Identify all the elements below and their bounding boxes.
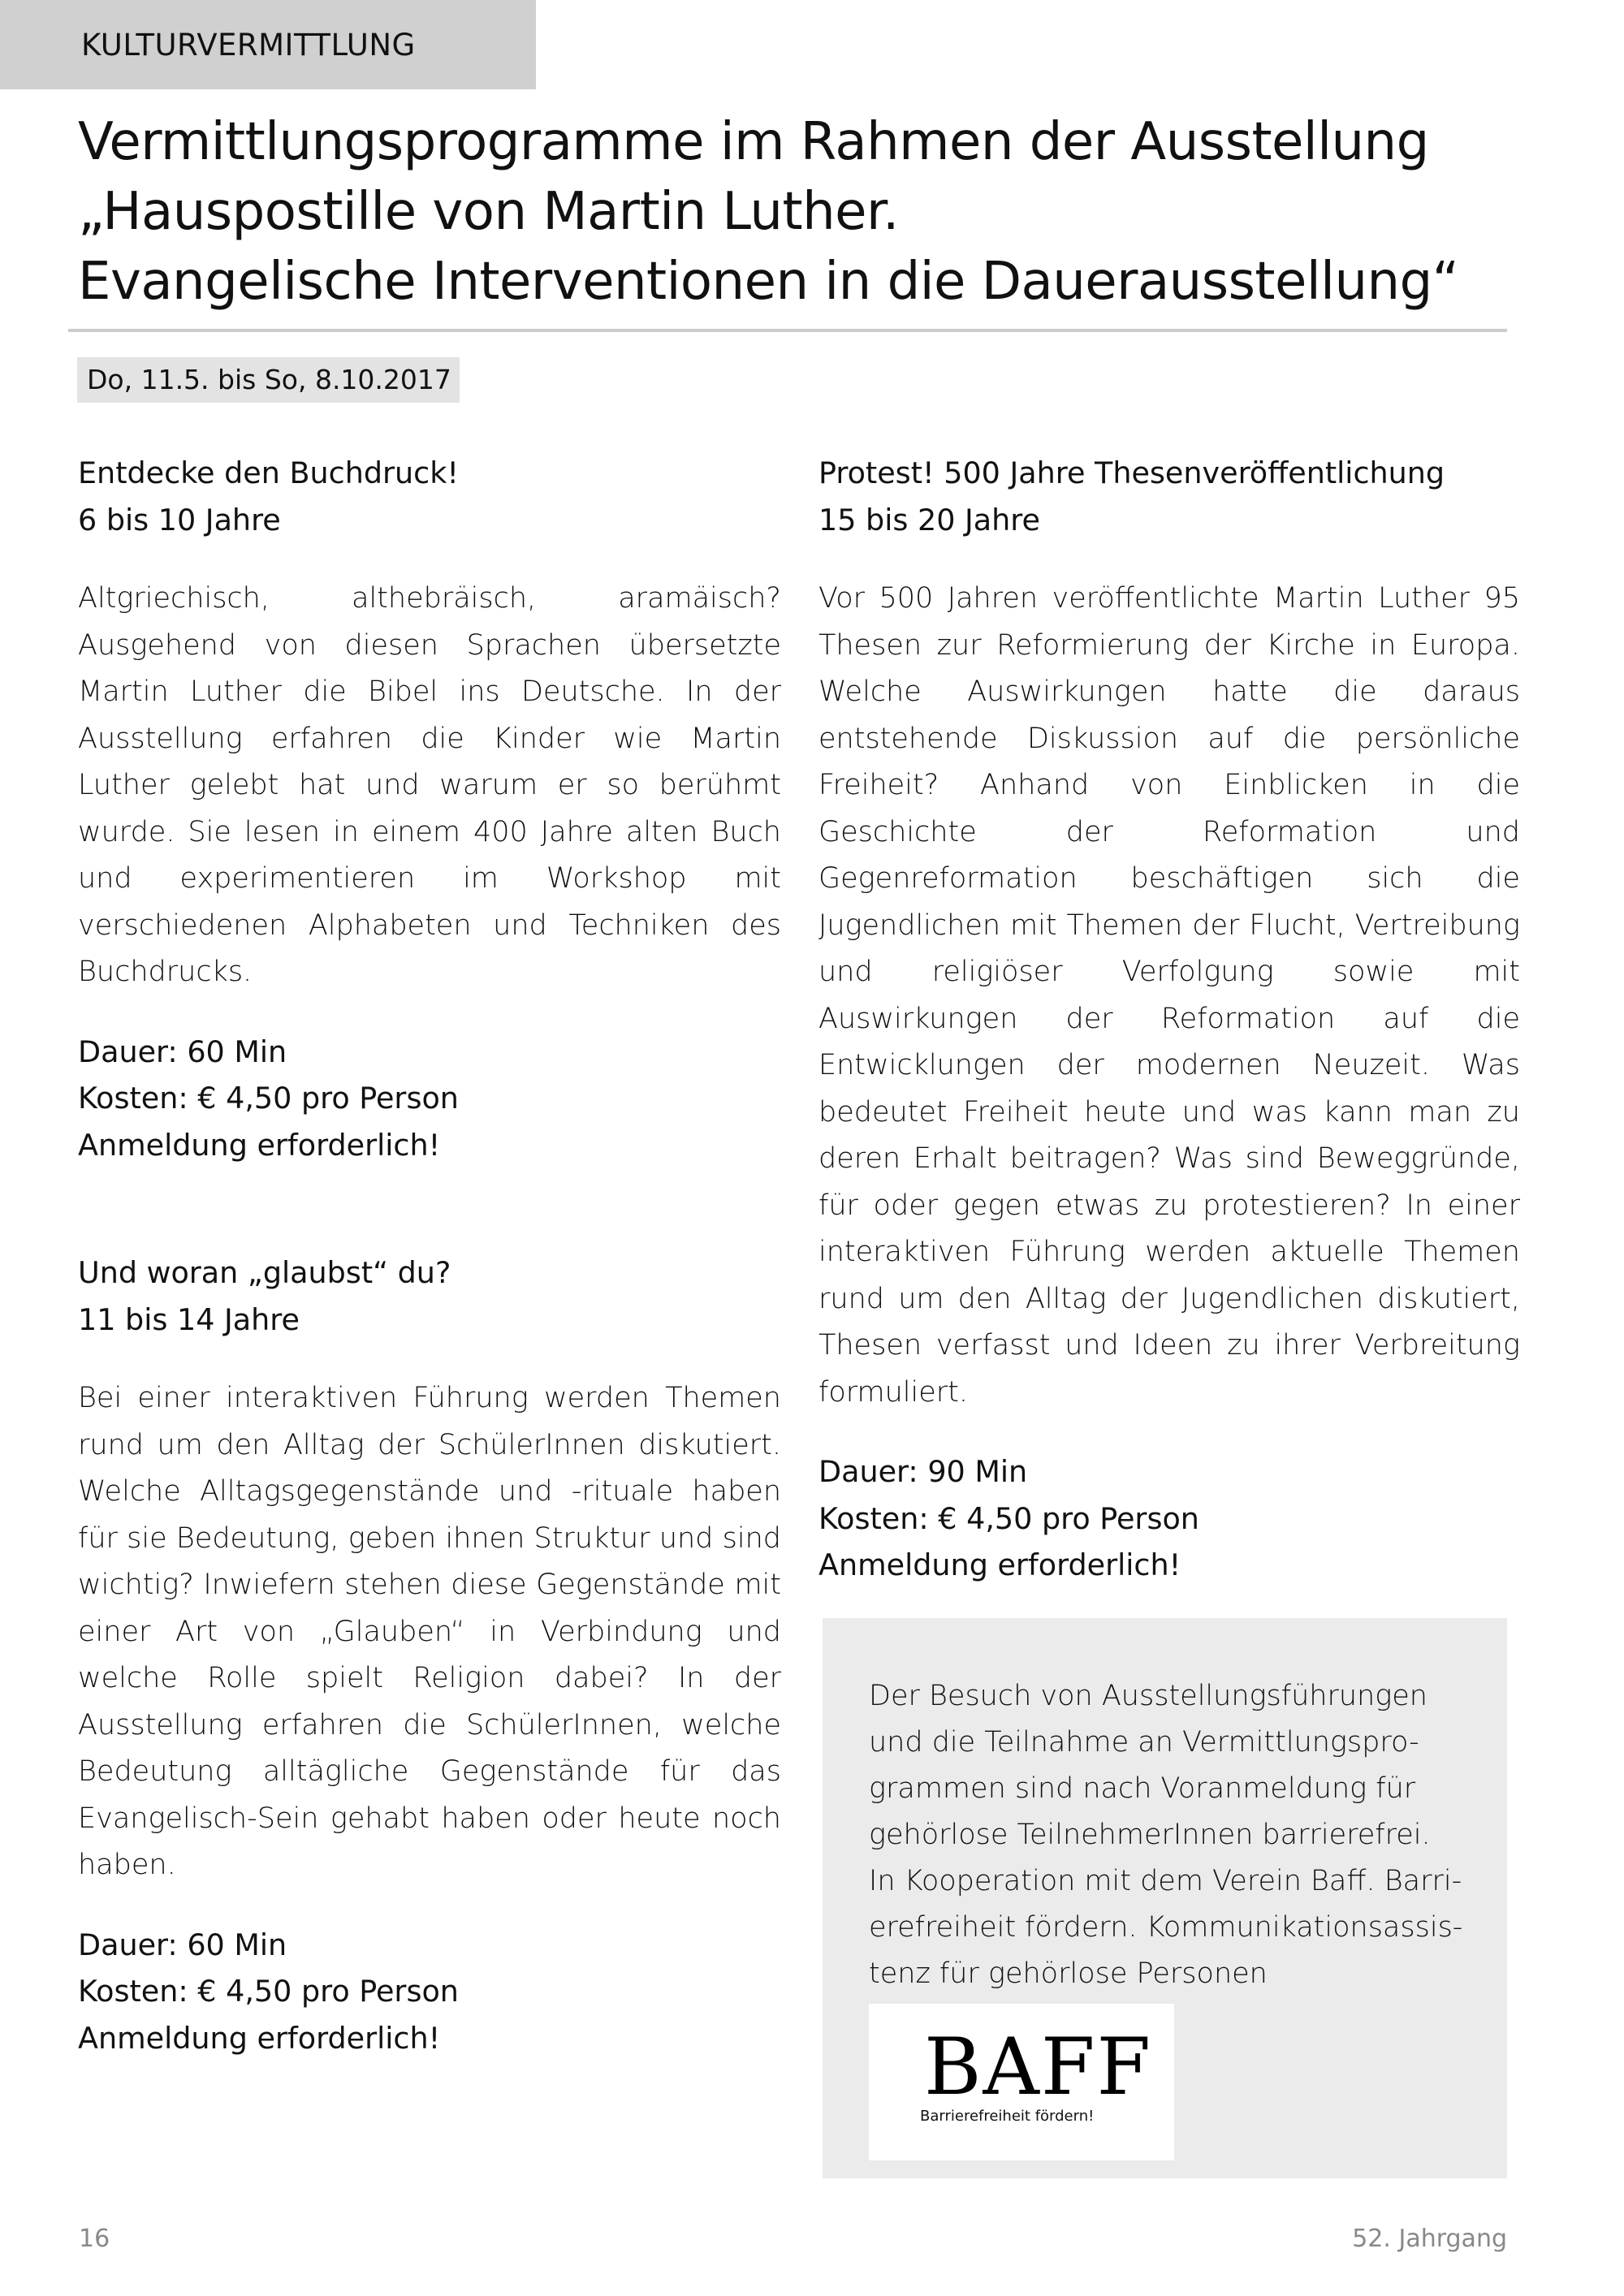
left-column	[78, 450, 781, 2061]
accessibility-info-text	[869, 1673, 1483, 1997]
program-duration: Dauer: 60 Min	[78, 1034, 287, 1069]
date-badge: Do, 11.5. bis So, 8.10.2017	[77, 357, 460, 403]
program-registration: Anmeldung erforderlich!	[818, 1547, 1181, 1582]
program-buchdruck	[78, 450, 781, 1168]
program-meta	[78, 1922, 781, 2062]
program-cost: Kosten: € 4,50 pro Person	[78, 1081, 459, 1116]
program-registration: Anmeldung erforderlich!	[78, 1127, 441, 1163]
info-line: erefreiheit fördern. Kommunikationsassis-	[869, 1911, 1463, 1944]
program-registration: Anmeldung erforderlich!	[78, 2020, 441, 2056]
program-description: Bei einer interaktiven Führung werden Themen rund um den Alltag der SchülerInnen diskutiert. Welche Alltagsgegenstände und -rituale haben für sie Bedeutung, geben ihnen Struktur und sind wichtig? Inwiefern stehen diese Gegenstände mit einer Art von „Glauben“ in Verbindung und welche Rolle spielt Religion dabei? In der Ausstellung erfahren die SchülerInnen, welche Bedeutung alltägliche Gegenstände für das Evangelisch-Sein gehabt haben oder heute noch haben.	[78, 1382, 781, 1881]
info-line: gehörlose TeilnehmerInnen barrierefrei.	[869, 1819, 1431, 1851]
info-line: grammen sind nach Voranmeldung für	[869, 1772, 1416, 1805]
program-title: Entdecke den Buchdruck!	[78, 455, 459, 490]
program-meta	[78, 1029, 781, 1169]
info-line: tenz für gehörlose Personen	[869, 1957, 1268, 1990]
program-glauben	[78, 1249, 781, 2061]
program-title: Protest! 500 Jahre Thesenveröffentlichung	[818, 455, 1445, 490]
baff-wordmark: BAFF	[924, 2022, 1153, 2113]
page-title-line-3: Evangelische Interventionen in die Dauerausstellung“	[78, 252, 1459, 312]
section-spacer	[78, 1168, 781, 1249]
info-line: und die Teilnahme an Vermittlungspro-	[869, 1726, 1419, 1759]
program-age: 6 bis 10 Jahre	[78, 502, 281, 537]
page-number: 16	[79, 2225, 110, 2253]
program-title: Und woran „glaubst“ du?	[78, 1255, 451, 1290]
page-title-line-1: Vermittlungsprogramme im Rahmen der Ausstellung	[78, 112, 1429, 172]
program-duration: Dauer: 90 Min	[818, 1454, 1028, 1489]
section-tag-label: KULTURVERMITTLUNG	[81, 27, 416, 63]
info-line: In Kooperation mit dem Verein Baff. Barri-	[869, 1865, 1462, 1897]
right-column	[818, 450, 1520, 1589]
program-meta	[818, 1448, 1520, 1589]
section-tag	[0, 0, 536, 89]
program-age: 15 bis 20 Jahre	[818, 502, 1040, 537]
page-title	[78, 107, 1523, 317]
program-cost: Kosten: € 4,50 pro Person	[78, 1974, 459, 2009]
baff-logo	[869, 2004, 1174, 2160]
volume-label: 52. Jahrgang	[1352, 2225, 1507, 2253]
program-cost: Kosten: € 4,50 pro Person	[818, 1500, 1199, 1536]
title-divider	[68, 329, 1507, 332]
program-protest	[818, 450, 1520, 1589]
program-duration: Dauer: 60 Min	[78, 1927, 287, 1962]
program-age: 11 bis 14 Jahre	[78, 1301, 300, 1337]
program-description: Altgriechisch, althebräisch, aramäisch? Ausgehend von diesen Sprachen übersetzte Martin Luther die Bibel ins Deutsche. In der Ausstellung erfahren die Kinder wie Martin Luther gelebt hat und warum er so berühmt wurde. Sie lesen in einem 400 Jahre alten Buch und experimentieren im Workshop mit verschiedenen Alphabeten und Techniken des Buchdrucks.	[78, 582, 781, 988]
page-title-line-2: „Hauspostille von Martin Luther.	[78, 182, 899, 242]
accessibility-info-box	[823, 1618, 1507, 2178]
info-line: Der Besuch von Ausstellungsführungen	[869, 1680, 1427, 1712]
program-description: Vor 500 Jahren veröffentlichte Martin Luther 95 Thesen zur Reformierung der Kirche in Europa. Welche Auswirkungen hatte die daraus entstehende Diskussion auf die persönliche Freiheit? Anhand von Einblicken in die Geschichte der Reformation und Gegenreformation beschäftigen sich die Jugendlichen mit Themen der Flucht, Vertreibung und religiöser Verfolgung sowie mit Auswirkungen der Reformation auf die Entwicklungen der modernen Neuzeit. Was bedeutet Freiheit heute und was kann man zu deren Erhalt beitragen? Was sind Beweggründe, für oder gegen etwas zu protestieren? In einer interaktiven Führung werden aktuelle Themen rund um den Alltag der Jugendlichen diskutiert, Thesen verfasst und Ideen zu ihrer Verbreitung formuliert.	[818, 582, 1520, 1409]
baff-tagline: Barrierefreiheit fördern!	[920, 2108, 1095, 2125]
